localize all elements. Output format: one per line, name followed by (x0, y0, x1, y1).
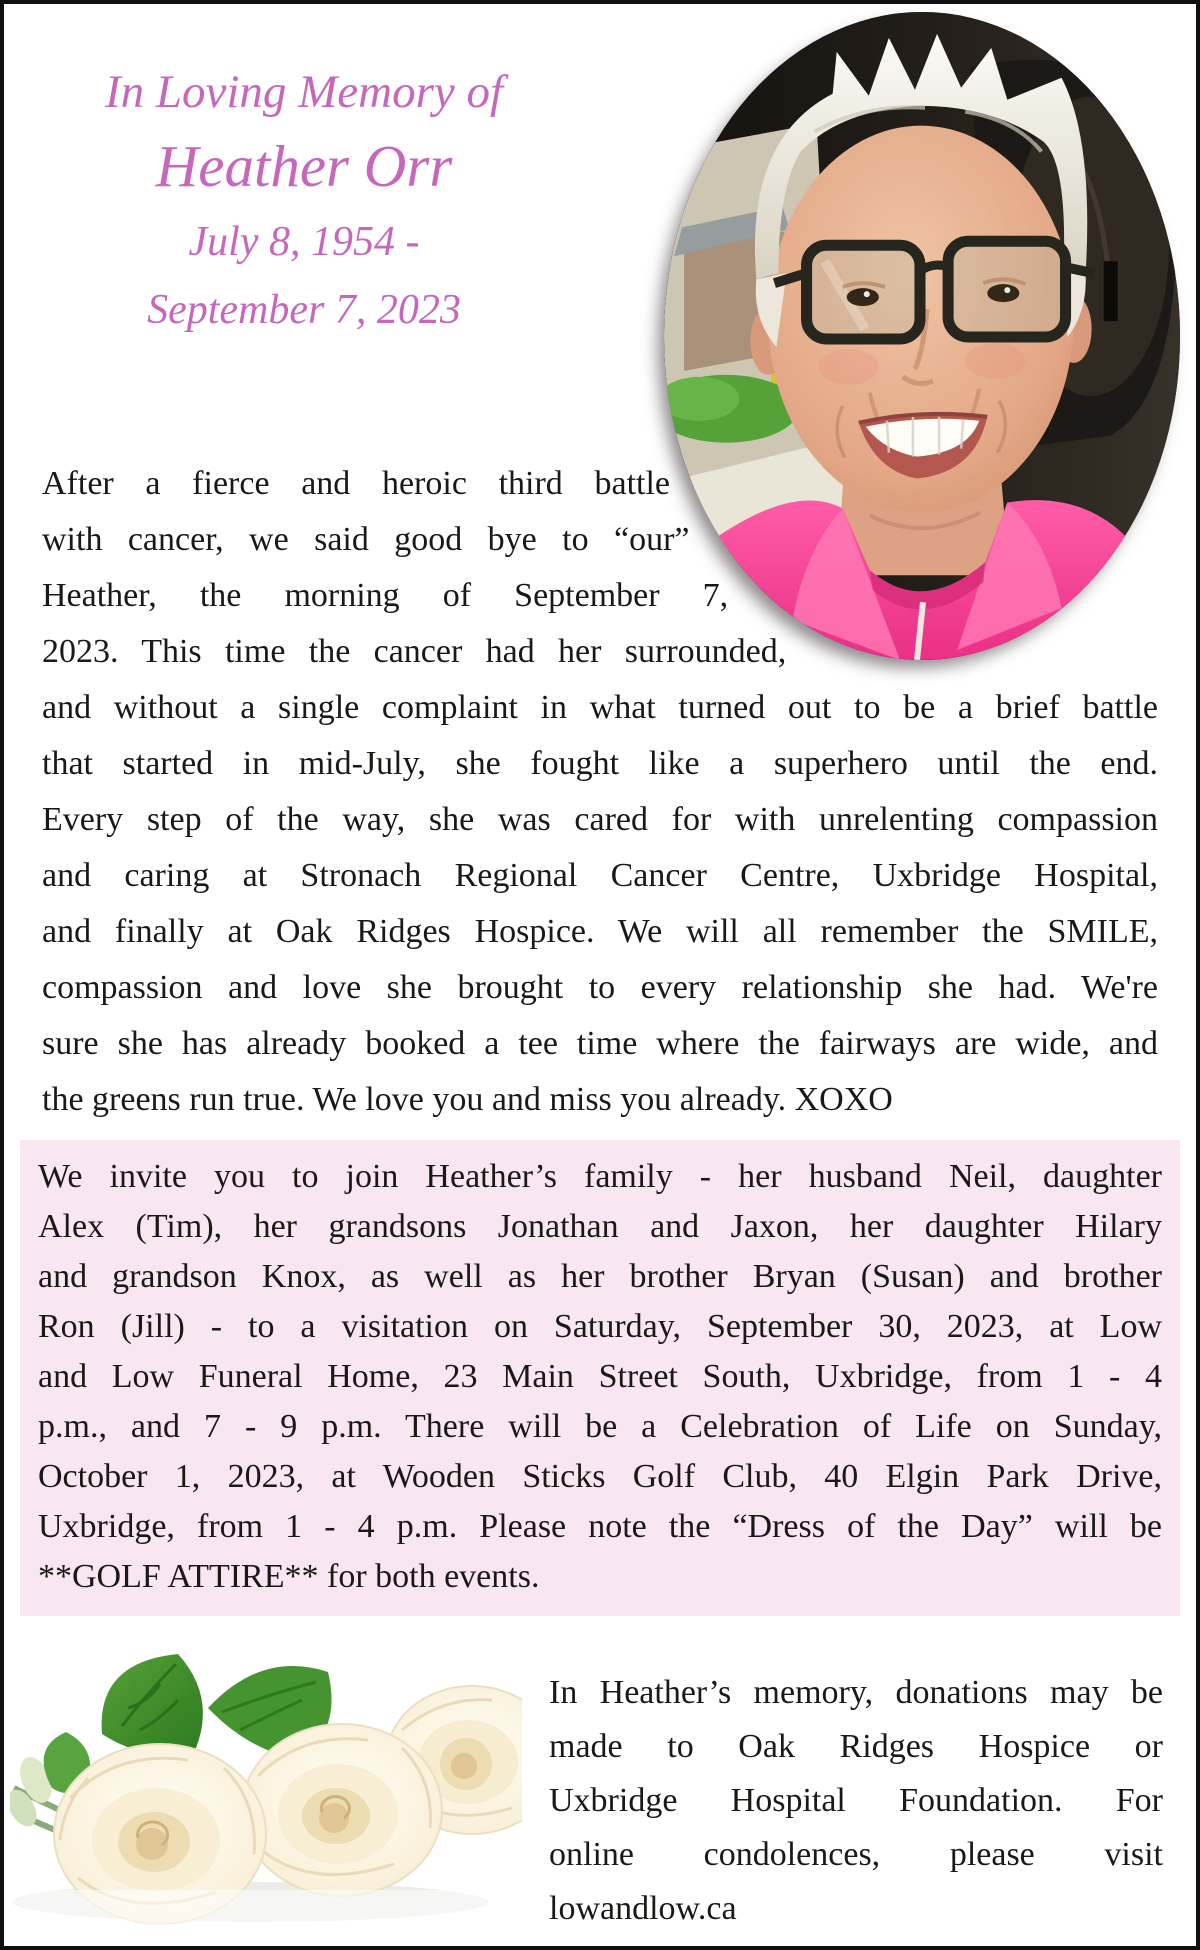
obituary-line: and without a single complaint in what turned out to be a brief battle (42, 689, 1158, 726)
invitation-line: October 1, 2023, at Wooden Sticks Golf Club, 40 Elgin Park Drive, (38, 1458, 1162, 1495)
rose (242, 1724, 442, 1896)
invitation-line: p.m., and 7 - 9 p.m. There will be a Celebration of Life on Sunday, (38, 1408, 1162, 1445)
obituary-line: After a fierce and heroic third battle (42, 465, 670, 502)
invitation-line: Ron (Jill) - to a visitation on Saturday, September 30, 2023, at Low (38, 1308, 1162, 1345)
obituary-line: Every step of the way, she was cared for with unrelenting compassion (42, 801, 1158, 838)
obituary-line: Heather, the morning of September 7, (42, 577, 729, 614)
obituary-line: 2023. This time the cancer had her surrounded, (42, 633, 787, 670)
donation-line: Uxbridge Hospital Foundation. For (549, 1782, 1163, 1819)
portrait-photo-illustration (664, 12, 1180, 660)
invitation-line: and grandson Knox, as well as her brother Bryan (Susan) and brother (38, 1258, 1162, 1295)
obituary-line: and finally at Oak Ridges Hospice. We will all remember the SMILE, (42, 913, 1158, 950)
white-roses-photo (10, 1638, 522, 1930)
website-text: lowandlow.ca (549, 1890, 737, 1927)
death-date-line: September 7, 2023 (147, 287, 461, 333)
obituary-line: sure she has already booked a tee time where the fairways are wide, and (42, 1025, 1158, 1062)
memory-line: In Loving Memory of (104, 66, 504, 118)
reflection-fade (10, 1890, 522, 1930)
invitation-line: **GOLF ATTIRE** for both events. (38, 1558, 540, 1595)
invitation-line: We invite you to join Heather’s family - her husband Neil, daughter (38, 1158, 1162, 1195)
service-details-box (20, 1140, 1180, 1616)
obituary-line: that started in mid-July, she fought like a superhero until the end. (42, 745, 1158, 782)
invitation-line: Alex (Tim), her grandsons Jonathan and Jaxon, her daughter Hilary (38, 1208, 1162, 1245)
donation-line: In Heather’s memory, donations may be (549, 1674, 1163, 1711)
obituary-line: with cancer, we said good bye to “our” (42, 521, 690, 558)
birth-date-line: July 8, 1954 - (188, 219, 420, 265)
donation-paragraph (549, 1666, 1163, 1936)
donation-line: made to Oak Ridges Hospice or (549, 1728, 1163, 1765)
obituary-line: the greens run true. We love you and miss you already. XOXO (42, 1081, 893, 1118)
memorial-heading (34, 60, 574, 344)
invitation-line: Uxbridge, from 1 - 4 p.m. Please note the “Dress of the Day” will be (38, 1508, 1162, 1545)
invitation-line: and Low Funeral Home, 23 Main Street South, Uxbridge, from 1 - 4 (38, 1358, 1162, 1395)
donation-line: online condolences, please visit (549, 1836, 1163, 1873)
portrait-photo (664, 12, 1180, 660)
obituary-line: and caring at Stronach Regional Cancer Centre, Uxbridge Hospital, (42, 857, 1158, 894)
obituary-line: compassion and love she brought to every relationship she had. We're (42, 969, 1158, 1006)
footer-section (4, 1622, 1196, 1950)
deceased-name: Heather Orr (155, 133, 453, 199)
